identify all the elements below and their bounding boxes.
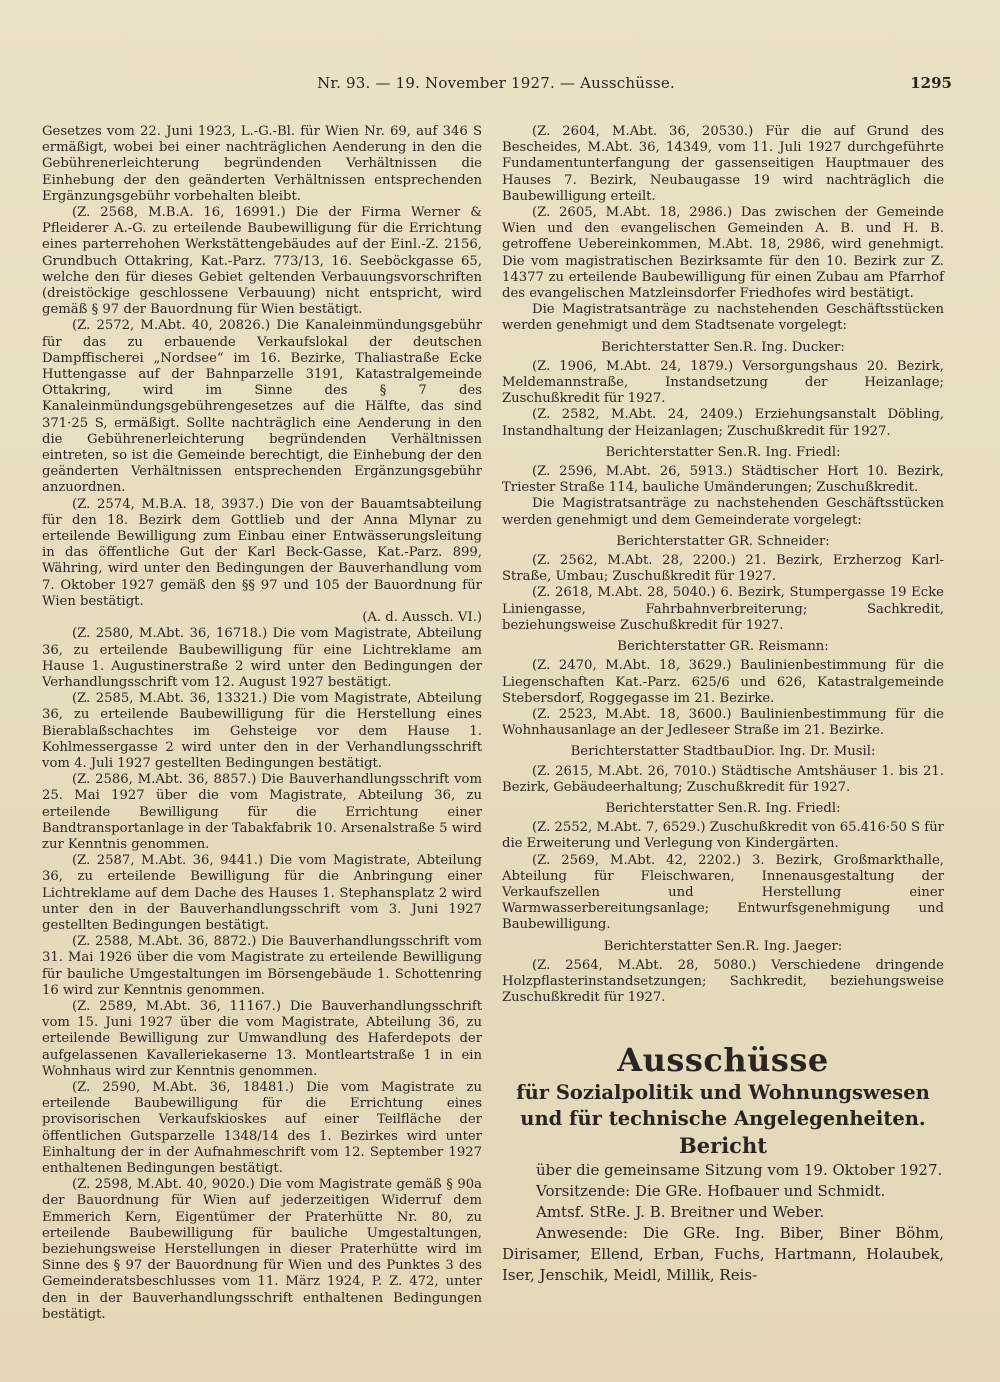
paragraph: (Z. 2580, M.Abt. 36, 16718.) Die vom Magistrate, Abteilung 36, zu erteilende Baubewilligung für eine Lichtreklame am Hause 1. Augustinerstraße 2 wird unter den Bedingungen der Verhandlungsschrift vom 12. August 1927 bestätigt. xyxy=(42,626,482,690)
reporter-heading: Berichterstatter StadtbauDior. Ing. Dr. Musil: xyxy=(570,744,876,760)
paragraph: (Z. 1906, M.Abt. 24, 1879.) Versorgungshaus 20. Bezirk, Meldemannstraße, Instandsetzung der Heizanlage; Zuschußkredit für 1927. xyxy=(502,358,944,407)
chairs-line: Vorsitzende: Die GRe. Hofbauer und Schmidt. xyxy=(536,1182,886,1201)
paragraph: (Z. 2604, M.Abt. 36, 20530.) Für die auf Grund des Bescheides, M.Abt. 36, 14349, vom 11. Juli 1927 durchgeführte Fundamentunterfangung der gassenseitigen Hauptmauer des Hauses 7. Bezirk, Neubaugasse 19 wird nachträglich die Baubewilligung erteilt. xyxy=(502,124,944,204)
paragraph: (Z. 2587, M.Abt. 36, 9441.) Die vom Magistrate, Abteilung 36, zu erteilende Bewilligung für die Anbringung einer Lichtreklame auf dem Dache des Hauses 1. Stephansplatz 2 wird unter den in der Bauverhandlungsschrift vom 3. Juni 1927 gestellten Bedingungen bestätigt. xyxy=(42,853,482,933)
reporter-heading: Berichterstatter Sen.R. Ing. Friedl: xyxy=(605,800,841,816)
committee-note: (A. d. Aussch. VI.) xyxy=(362,610,482,626)
reporter-heading: Berichterstatter GR. Schneider: xyxy=(616,533,830,549)
intro-gemeinderat: Die Magistratsanträge zu nachstehenden Geschäftsstücken werden genehmigt und dem Gemeinderate vorgelegt: xyxy=(502,496,944,528)
paragraph: (Z. 2586, M.Abt. 36, 8857.) Die Bauverhandlungsschrift vom 25. Mai 1927 über die vom Magistrate, Abteilung 36, zu erteilende Bewilligung für die Errichtung einer Bandtransportanlage in der Tabakfabrik 10. Arsenalstraße 5 wird zur Kenntnis genommen. xyxy=(42,772,482,852)
paragraph: (Z. 2585, M.Abt. 36, 13321.) Die vom Magistrate, Abteilung 36, zu erteilende Baubewilligung für die Herstellung eines Bierablaßschachtes im Gehsteige vor dem Hause 1. Kohlmessergasse 2 wird unter den in der Verhandlungsschrift vom 4. Juli 1927 gestellten Bedingungen bestätigt. xyxy=(42,691,482,771)
paragraph: (Z. 2470, M.Abt. 18, 3629.) Baulinienbestimmung für die Liegenschaften Kat.-Parz. 625/6 und 626, Katastralgemeinde Stebersdorf, Roggegasse im 21. Bezirke. xyxy=(502,658,944,706)
paragraph: (Z. 2582, M.Abt. 24, 2409.) Erziehungsanstalt Döbling, Instandhaltung der Heizanlagen; Zuschußkredit für 1927. xyxy=(502,407,944,439)
paragraph: (Z. 2552, M.Abt. 7, 6529.) Zuschußkredit von 65.416·50 S für die Erweiterung und Verlegung von Kindergärten. xyxy=(502,820,944,852)
paragraph: Gesetzes vom 22. Juni 1923, L.-G.-Bl. für Wien Nr. 69, auf 346 S ermäßigt, wobei bei einer nachträglichen Aenderung in den die Gebührenerleichterung begründenden Verhältnissen die Einhebung der den geänderten Verhältnissen entsprechenden Ergänzungsgebühr vorbehalten bleibt. xyxy=(42,124,482,204)
page-number: 1295 xyxy=(910,74,952,92)
paragraph: (Z. 2523, M.Abt. 18, 3600.) Baulinienbestimmung für die Wohnhausanlage an der Jedleseer Straße im 21. Bezirke. xyxy=(502,706,944,739)
paragraph: (Z. 2590, M.Abt. 36, 18481.) Die vom Magistrate zu erteilende Baubewilligung für die Errichtung eines provisorischen Verkaufskioskes auf einer Teilfläche der öffentlichen Gutsparzelle 1348/14 des 1. Bezirkes wird unter Einhaltung der in der Aufnahmeschrift vom 12. September 1927 enthaltenen Bedingungen bestätigt. xyxy=(42,1079,482,1176)
section-subtitle: für Sozialpolitik und Wohnungswesen und für technische Angelegenheiten. xyxy=(516,1081,930,1131)
paragraph: (Z. 2564, M.Abt. 28, 5080.) Verschiedene dringende Holzpflasterinstandsetzungen; Sachkredit, beziehungsweise Zuschußkredit für 1927. xyxy=(502,957,944,1006)
paragraph: (Z. 2588, M.Abt. 36, 8872.) Die Bauverhandlungsschrift vom 31. Mai 1926 über die vom Magistrate zu erteilende Bewilligung für bauliche Umgestaltungen im Börsengebäude 1. Schottenring 16 wird zur Kenntnis genommen. xyxy=(42,934,482,998)
paragraph: (Z. 2598, M.Abt. 40, 9020.) Die vom Magistrate gemäß § 90a der Bauordnung für Wien auf jederzeitigen Widerruf dem Emmerich Kern, Eigentümer der Praterhütte Nr. 80, zu erteilende Baubewilligung für bauliche Umgestaltungen, beziehungsweise Herstellungen in dieser Praterhütte wird im Sinne des § 97 der Bauordnung für Wien und des Punktes 3 des Gemeinderatsbeschlusses vom 11. März 1924, P. Z. 472, unter den in der Bauverhandlungsschrift enthaltenen Bedingungen bestätigt. xyxy=(42,1177,482,1322)
meeting-date: über die gemeinsame Sitzung vom 19. Oktober 1927. xyxy=(536,1161,943,1180)
paragraph: (Z. 2615, M.Abt. 26, 7010.) Städtische Amtshäuser 1. bis 21. Bezirk, Gebäudeerhaltung; Zuschußkredit für 1927. xyxy=(502,763,944,795)
paragraph: (Z. 2589, M.Abt. 36, 11167.) Die Bauverhandlungsschrift vom 15. Juni 1927 über die vom Magistrate, Abteilung 36, zu erteilende Bewilligung zur Umwandlung des Haferdepots der aufgelassenen Kavalleriekaserne 13. Montleartstraße 1 in ein Wohnhaus wird zur Kenntnis genommen. xyxy=(42,998,482,1079)
right-column xyxy=(502,124,944,1286)
paragraph: (Z. 2568, M.B.A. 16, 16991.) Die der Firma Werner & Pfleiderer A.-G. zu erteilende Baubewilligung für die Errichtung eines parterrehohen Werkstättengebäudes auf der Einl.-Z. 2156, Grundbuch Ottakring, Kat.-Parz. 773/13, 16. Seeböckgasse 65, welche den für dieses Gebiet geltenden Verbauungsvorschriften (dreistöckige geschlossene Verbauung) nicht entspricht, wird gemäß § 97 der Bauordnung für Wien bestätigt. xyxy=(42,205,482,318)
left-column xyxy=(42,124,482,1323)
paragraph: (Z. 2562, M.Abt. 28, 2200.) 21. Bezirk, Erzherzog Karl-Straße, Umbau; Zuschußkredit für 1927. xyxy=(502,553,944,585)
paragraph: (Z. 2572, M.Abt. 40, 20826.) Die Kanaleinmündungsgebühr für das zu erbauende Verkaufslokal der deutschen Dampffischerei „Nordsee“ im 16. Bezirke, Thaliastraße Ecke Huttengasse auf der Bahnparzelle 3191, Katastralgemeinde Ottakring, wird im Sinne des § 7 des Kanaleinmündungsgebührengesetzes auf die Hälfte, das sind 371·25 S, ermäßigt. Sollte nachträglich eine Aenderung in den die Gebührenerleichterung begründenden Verhältnissen eintreten, so ist die Gemeinde berechtigt, die Einhebung der den geänderten Verhältnissen entsprechenden Ergänzungsgebühr anzuordnen. xyxy=(42,318,482,496)
paragraph: (Z. 2618, M.Abt. 28, 5040.) 6. Bezirk, Stumpergasse 19 Ecke Liniengasse, Fahrbahnverbreiterung; Sachkredit, beziehungsweise Zuschußkredit für 1927. xyxy=(502,585,944,633)
reporter-heading: Berichterstatter Sen.R. Ing. Friedl: xyxy=(605,444,841,460)
reporter-heading: Berichterstatter GR. Reismann: xyxy=(617,639,829,655)
paragraph: (Z. 2569, M.Abt. 42, 2202.) 3. Bezirk, Großmarkthalle, Abteilung für Fleischwaren, Innenausgestaltung der Verkaufszellen und Herstellung einer Warmwasserbereitungsanlage; Entwurfsgenehmigung und Baubewilligung. xyxy=(502,852,944,933)
reporter-heading: Berichterstatter Sen.R. Ing. Jaeger: xyxy=(603,938,843,954)
paragraph: (Z. 2605, M.Abt. 18, 2986.) Das zwischen der Gemeinde Wien und den evangelischen Gemeinden A. B. und H. B. getroffene Uebereinkommen, M.Abt. 18, 2986, wird genehmigt. Die vom magistratischen Bezirksamte für den 10. Bezirk zur Z. 14377 zu erteilende Baubewilligung für einen Zubau am Pfarrhof des evangelischen Matzleinsdorfer Friedhofes wird bestätigt. xyxy=(502,205,944,302)
intro-stadtsenat: Die Magistratsanträge zu nachstehenden Geschäftsstücken werden genehmigt und dem Stadtsenate vorgelegt: xyxy=(502,302,944,334)
reporter-heading: Berichterstatter Sen.R. Ing. Ducker: xyxy=(601,339,845,355)
officials-line: Amtsf. StRe. J. B. Breitner und Weber. xyxy=(536,1203,825,1222)
section-title: Ausschüsse xyxy=(617,1041,829,1080)
header-title: Nr. 93. — 19. November 1927. — Ausschüsse. xyxy=(317,74,675,92)
report-heading: Bericht xyxy=(679,1133,767,1159)
page-header xyxy=(40,74,952,98)
paragraph: (Z. 2596, M.Abt. 26, 5913.) Städtischer Hort 10. Bezirk, Triester Straße 114, bauliche Umänderungen; Zuschußkredit. xyxy=(502,464,944,496)
attendees-line: Anwesende: Die GRe. Ing. Biber, Biner Böhm, Dirisamer, Ellend, Erban, Fuchs, Hartmann, Holaubek, Iser, Jenschik, Meidl, Millik, Reis- xyxy=(502,1224,944,1285)
paragraph: (Z. 2574, M.B.A. 18, 3937.) Die von der Bauamtsabteilung für den 18. Bezirk dem Gottlieb und der Anna Mlynar zu erteilende Bewilligung zum Einbau einer Entwässerungsleitung in das öffentliche Gut der Karl Beck-Gasse, Kat.-Parz. 899, Währing, wird unter den Bedingungen der Bauverhandlung vom 7. Oktober 1927 gemäß den §§ 97 und 105 der Bauordnung für Wien bestätigt. xyxy=(42,496,482,609)
